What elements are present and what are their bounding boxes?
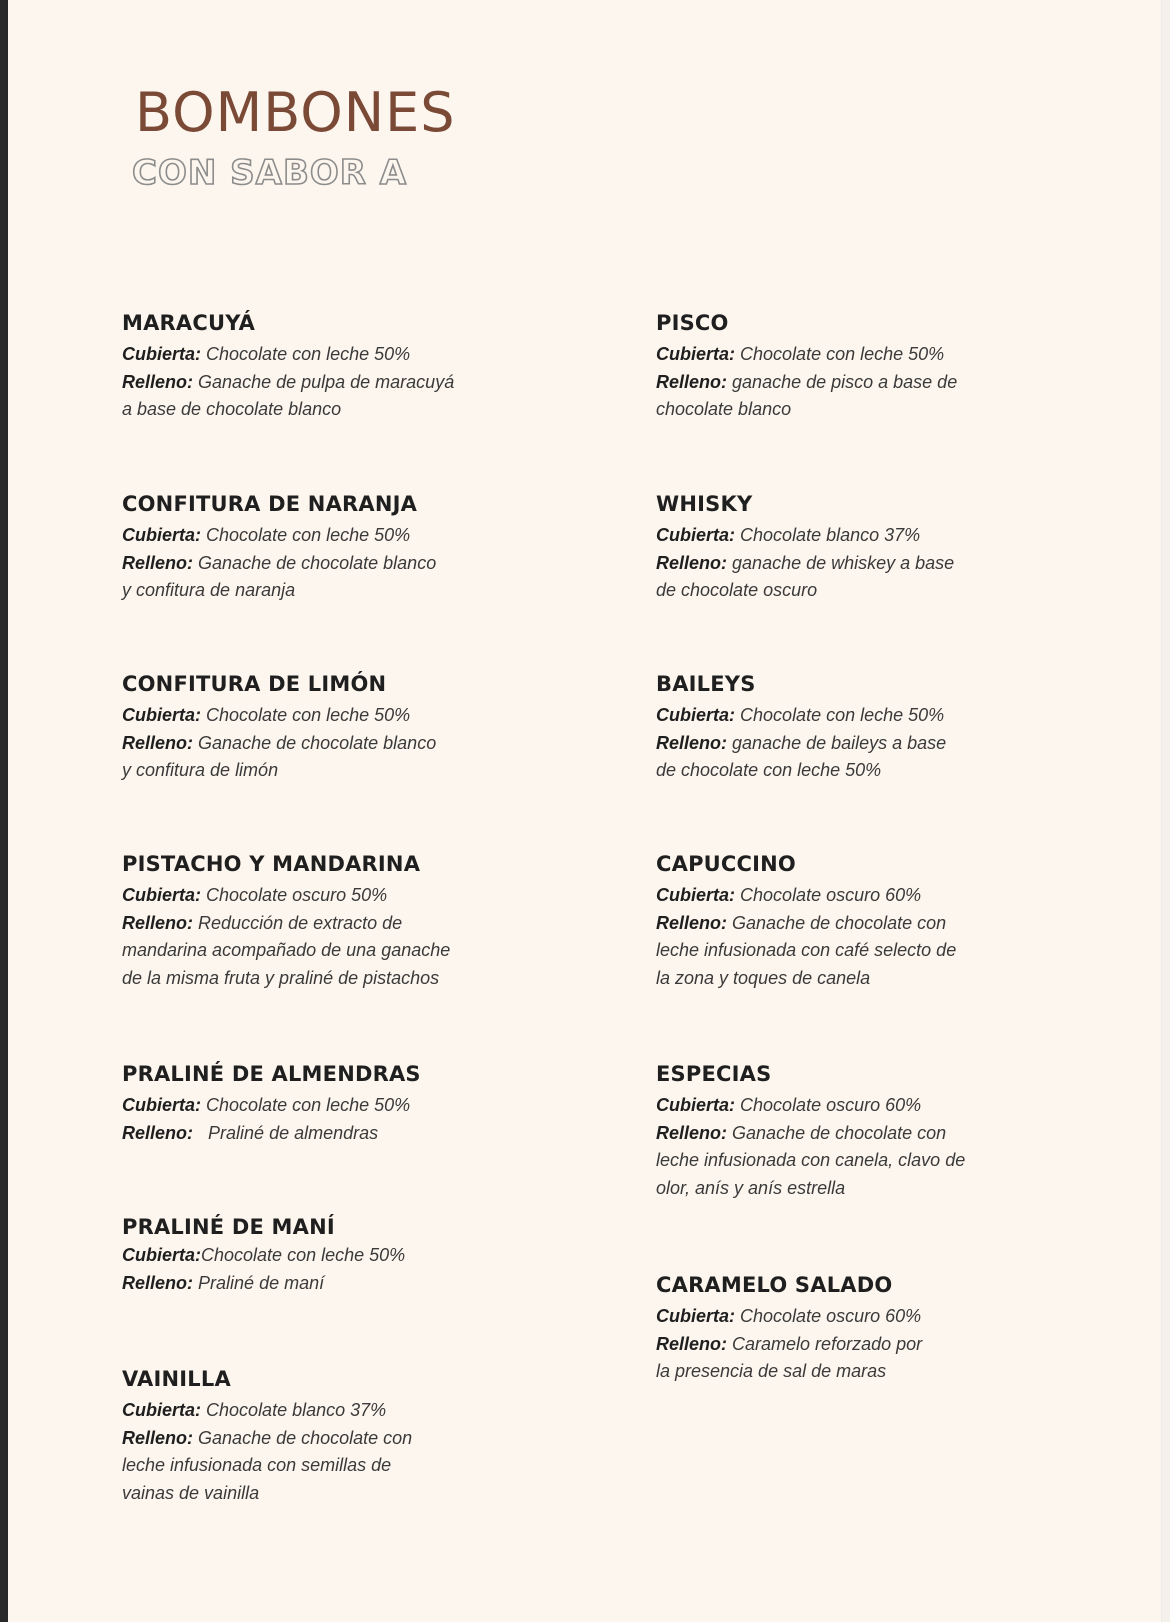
item-relleno: [122, 369, 482, 397]
cubierta-value: Chocolate con leche 50%: [206, 1095, 411, 1116]
item-name: CONFITURA DE NARANJA: [122, 492, 418, 516]
cubierta-label: Cubierta:: [656, 525, 736, 546]
relleno-label: Relleno:: [122, 732, 194, 753]
relleno-value: ganache de pisco a base de: [732, 371, 958, 392]
left-edge: [0, 0, 8, 1622]
cubierta-value: Chocolate oscuro 50%: [206, 885, 388, 906]
item-cubierta: [122, 522, 482, 550]
item-name: PISTACHO Y MANDARINA: [122, 852, 421, 876]
menu-item-capuccino: [656, 853, 1036, 992]
relleno-value: ganache de whiskey a base: [732, 552, 955, 573]
cubierta-label: Cubierta:: [122, 1095, 202, 1116]
menu-item-maracuya: [122, 312, 482, 424]
relleno-label: Relleno:: [656, 732, 728, 753]
relleno-value: Praliné de almendras: [208, 1122, 379, 1143]
menu-item-praline-almendras: [122, 1063, 482, 1147]
relleno-label: Relleno:: [122, 912, 194, 933]
relleno-label: Relleno:: [122, 552, 194, 573]
relleno-label: Relleno:: [122, 1427, 194, 1448]
item-name: ESPECIAS: [656, 1062, 772, 1086]
item-name: MARACUYÁ: [122, 311, 256, 335]
cubierta-value: Chocolate con leche 50%: [740, 705, 945, 726]
item-relleno: [656, 910, 1036, 938]
item-relleno: [656, 1120, 1036, 1148]
page-title: BOMBONES: [135, 81, 456, 144]
relleno-label: Relleno:: [122, 1272, 194, 1293]
relleno-label: Relleno:: [656, 1333, 728, 1354]
cubierta-label: Cubierta:: [656, 885, 736, 906]
menu-item-confitura-naranja: [122, 493, 482, 605]
relleno-value: Ganache de chocolate blanco: [198, 552, 437, 573]
cubierta-value: Chocolate con leche 50%: [206, 525, 411, 546]
cubierta-value: Chocolate con leche 50%: [740, 344, 945, 365]
menu-item-caramelo-salado: [656, 1274, 1016, 1386]
cubierta-label: Cubierta:: [122, 1245, 202, 1266]
cubierta-label: Cubierta:: [656, 1095, 736, 1116]
item-cubierta: [656, 522, 1016, 550]
relleno-label: Relleno:: [656, 1122, 728, 1143]
cubierta-value: Chocolate con leche 50%: [201, 1245, 406, 1266]
item-cubierta: [122, 1397, 482, 1425]
cubierta-label: Cubierta:: [122, 344, 202, 365]
item-relleno: [122, 1120, 482, 1148]
cubierta-label: Cubierta:: [122, 885, 202, 906]
item-relleno: [656, 1331, 1016, 1359]
relleno-continued: de chocolate oscuro: [656, 580, 818, 601]
item-relleno: [122, 730, 482, 758]
relleno-continued: la zona y toques de canela: [656, 967, 871, 988]
item-name: CARAMELO SALADO: [656, 1273, 893, 1297]
item-cubierta: [656, 1303, 1016, 1331]
item-cubierta: [656, 341, 1016, 369]
cubierta-value: Chocolate con leche 50%: [206, 705, 411, 726]
relleno-value: Caramelo reforzado por: [732, 1333, 923, 1354]
item-name: PRALINÉ DE MANÍ: [122, 1215, 335, 1239]
item-cubierta: [656, 1092, 1036, 1120]
relleno-label: Relleno:: [656, 552, 728, 573]
relleno-continued: mandarina acompañado de una ganache: [122, 940, 451, 961]
cubierta-label: Cubierta:: [656, 344, 736, 365]
relleno-label: Relleno:: [656, 912, 728, 933]
item-cubierta: [122, 1242, 482, 1270]
item-name: PISCO: [656, 311, 729, 335]
item-name: WHISKY: [656, 492, 753, 516]
item-cubierta: [122, 702, 482, 730]
relleno-label: Relleno:: [122, 1122, 194, 1143]
relleno-value: Ganache de chocolate blanco: [198, 732, 437, 753]
relleno-continued: de chocolate con leche 50%: [656, 760, 882, 781]
relleno-value: Ganache de chocolate con: [732, 912, 947, 933]
relleno-continued: leche infusionada con semillas de: [122, 1455, 392, 1476]
item-relleno: [656, 550, 1016, 578]
item-relleno: [122, 910, 492, 938]
menu-item-baileys: [656, 673, 1016, 785]
cubierta-value: Chocolate blanco 37%: [206, 1400, 387, 1421]
item-relleno: [656, 369, 1016, 397]
cubierta-label: Cubierta:: [656, 705, 736, 726]
item-cubierta: [122, 882, 492, 910]
relleno-label: Relleno:: [656, 371, 728, 392]
item-cubierta: [122, 341, 482, 369]
item-relleno: [122, 1270, 482, 1298]
relleno-value: Praliné de maní: [198, 1272, 325, 1293]
menu-item-vainilla: [122, 1368, 482, 1507]
relleno-value: Reducción de extracto de: [198, 912, 403, 933]
relleno-continued: a base de chocolate blanco: [122, 399, 342, 420]
cubierta-value: Chocolate con leche 50%: [206, 344, 411, 365]
relleno-continued: la presencia de sal de maras: [656, 1361, 887, 1382]
relleno-continued: leche infusionada con canela, clavo de: [656, 1150, 966, 1171]
item-name: VAINILLA: [122, 1367, 231, 1391]
cubierta-value: Chocolate blanco 37%: [740, 525, 921, 546]
relleno-continued: olor, anís y anís estrella: [656, 1177, 846, 1198]
cubierta-value: Chocolate oscuro 60%: [740, 1095, 922, 1116]
item-relleno: [122, 1425, 482, 1453]
cubierta-value: Chocolate oscuro 60%: [740, 1306, 922, 1327]
cubierta-label: Cubierta:: [122, 705, 202, 726]
relleno-continued: y confitura de limón: [122, 760, 279, 781]
relleno-continued: leche infusionada con café selecto de: [656, 940, 957, 961]
relleno-continued: de la misma fruta y praliné de pistachos: [122, 967, 440, 988]
item-cubierta: [122, 1092, 482, 1120]
cubierta-label: Cubierta:: [122, 525, 202, 546]
relleno-continued: y confitura de naranja: [122, 580, 296, 601]
relleno-continued: vainas de vainilla: [122, 1482, 260, 1503]
menu-item-pistacho-mandarina: [122, 853, 492, 992]
item-name: PRALINÉ DE ALMENDRAS: [122, 1062, 421, 1086]
item-cubierta: [656, 882, 1036, 910]
menu-page: [8, 0, 1161, 1622]
relleno-continued: chocolate blanco: [656, 399, 792, 420]
item-name: BAILEYS: [656, 672, 756, 696]
page-subtitle: CON SABOR A: [132, 153, 408, 193]
item-name: CAPUCCINO: [656, 852, 796, 876]
item-relleno: [122, 550, 482, 578]
menu-item-pisco: [656, 312, 1016, 424]
relleno-value: Ganache de chocolate con: [198, 1427, 413, 1448]
menu-item-whisky: [656, 493, 1016, 605]
cubierta-label: Cubierta:: [656, 1306, 736, 1327]
relleno-value: Ganache de pulpa de maracuyá: [198, 371, 455, 392]
relleno-value: ganache de baileys a base: [732, 732, 947, 753]
relleno-label: Relleno:: [122, 371, 194, 392]
item-name: CONFITURA DE LIMÓN: [122, 672, 387, 696]
relleno-value: Ganache de chocolate con: [732, 1122, 947, 1143]
item-relleno: [656, 730, 1016, 758]
cubierta-value: Chocolate oscuro 60%: [740, 885, 922, 906]
menu-item-especias: [656, 1063, 1036, 1202]
menu-item-praline-mani: [122, 1216, 482, 1297]
menu-item-confitura-limon: [122, 673, 482, 785]
cubierta-label: Cubierta:: [122, 1400, 202, 1421]
item-cubierta: [656, 702, 1016, 730]
